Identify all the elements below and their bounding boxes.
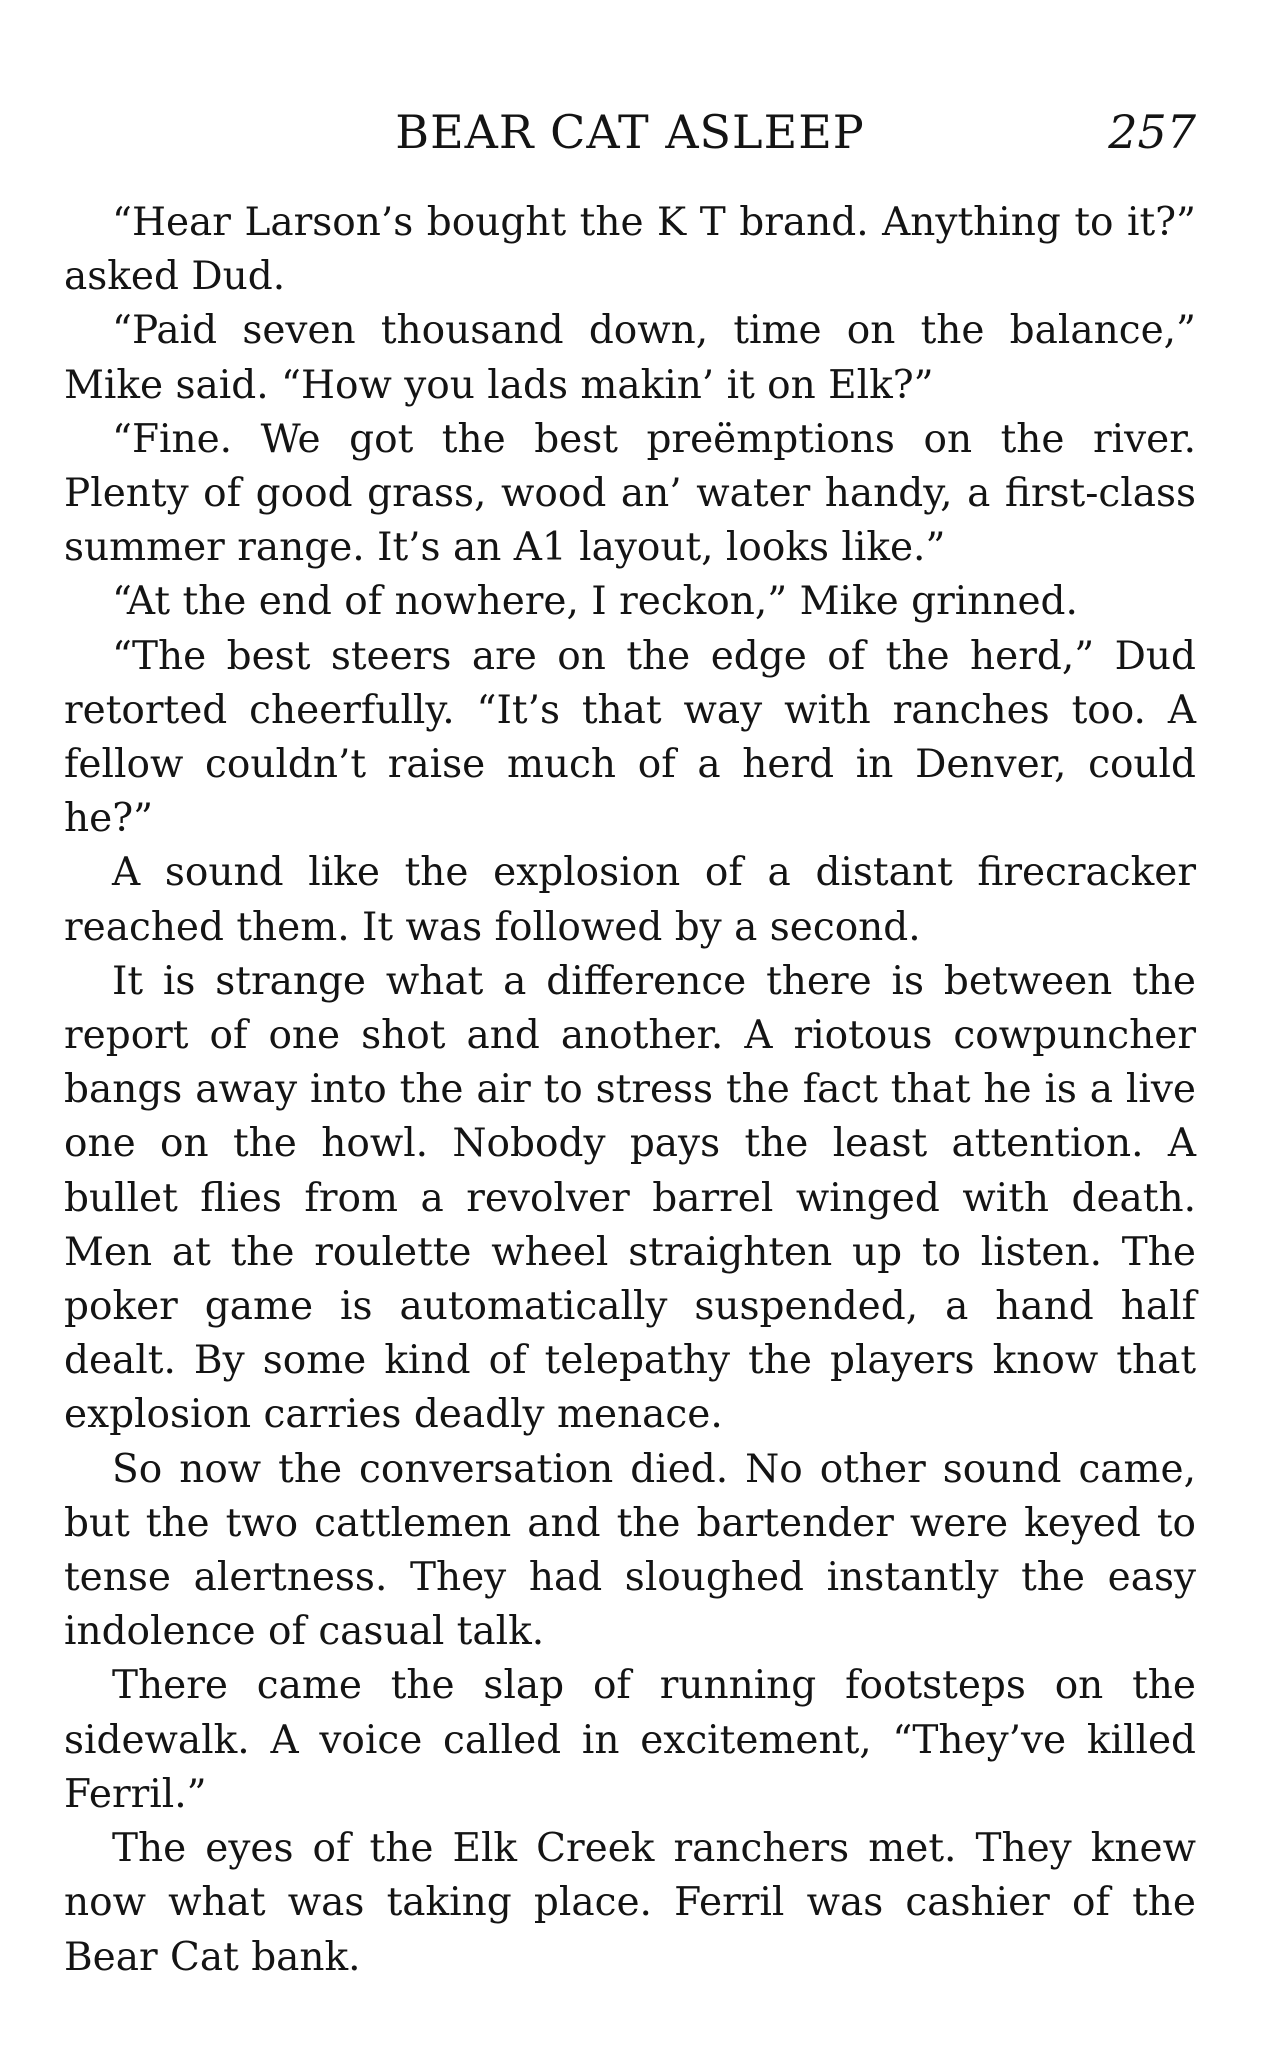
paragraph: “The best steers are on the edge of the herd,” Dud retorted cheerfully. “It’s that way with ranches too. A fellow couldn’t raise much of a herd in Denver, could he?” <box>64 633 1196 842</box>
running-head: BEAR CAT ASLEEP <box>395 105 865 159</box>
paragraph: It is strange what a difference there is between the report of one shot and another. A riotous cowpuncher bangs away into the air to stress the fact that he is a live one on the howl. Nobody pays the least attention. A bullet flies from a revolver barrel winged with death. Men at the roulette wheel straighten up to listen. The poker game is automatically suspended, a hand half dealt. By some kind of telepathy the players know that explosion carries deadly menace. <box>64 958 1196 1438</box>
paragraph: “Paid seven thousand down, time on the balance,” Mike said. “How you lads makin’ it on Elk?” <box>64 308 1196 408</box>
paragraph: So now the conversation died. No other sound came, but the two cattlemen and the bartender were keyed to tense alertness. They had sloughed instantly the easy indolence of casual talk. <box>64 1446 1196 1655</box>
page-number: 257 <box>1108 105 1196 159</box>
paragraph: There came the slap of running footsteps on the sidewalk. A voice called in excitement, “They’ve killed Ferril.” <box>64 1663 1196 1817</box>
paragraph: “At the end of nowhere, I reckon,” Mike grinned. <box>112 579 1078 625</box>
page-header <box>64 102 1196 162</box>
paragraph: “Fine. We got the best preëmptions on the river. Plenty of good grass, wood an’ water handy, a first-class summer range. It’s an A1 layout, looks like.” <box>64 416 1196 571</box>
paragraph: “Hear Larson’s bought the K T brand. Anything to it?” asked Dud. <box>64 200 1196 300</box>
body-text <box>64 196 1196 1985</box>
paragraph: A sound like the explosion of a distant firecracker reached them. It was followed by a second. <box>64 850 1196 950</box>
paragraph: The eyes of the Elk Creek ranchers met. They knew now what was taking place. Ferril was cashier of the Bear Cat bank. <box>64 1826 1196 1980</box>
